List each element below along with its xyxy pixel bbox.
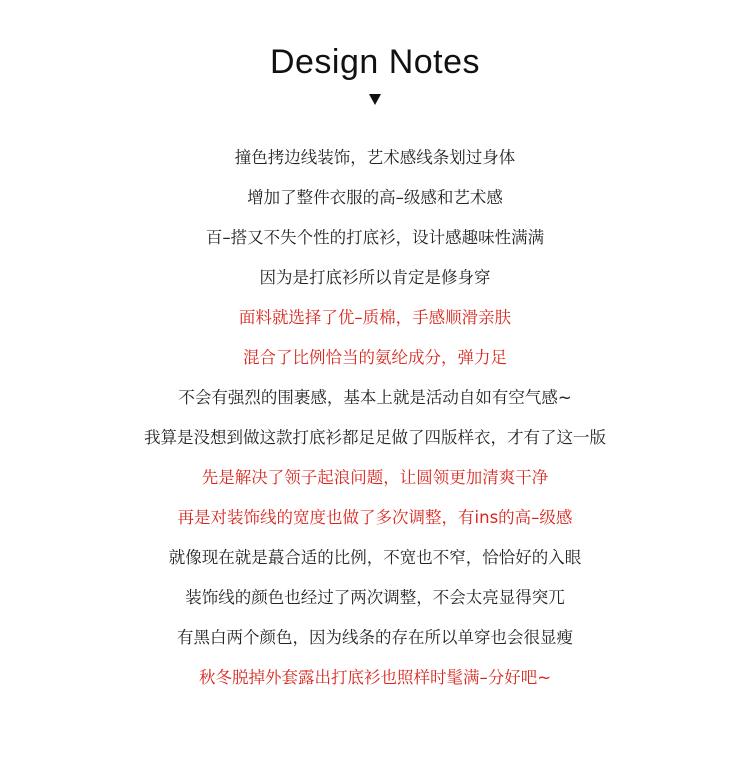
note-line: 再是对装饰线的宽度也做了多次调整，有ins的高–级感 — [177, 508, 573, 527]
note-line: 就像现在就是蕞合适的比例，不宽也不窄，恰恰好的入眼 — [168, 548, 582, 567]
note-line: 秋冬脱掉外套露出打底衫也照样时髦满–分好吧~ — [198, 668, 552, 687]
note-line: 因为是打底衫所以肯定是修身穿 — [259, 268, 491, 287]
note-line: 先是解决了领子起浪问题，让圆领更加清爽干净 — [201, 468, 549, 487]
down-triangle-icon — [0, 94, 750, 105]
notes-list — [0, 143, 750, 703]
down-triangle-shape — [369, 94, 381, 105]
note-line: 面料就选择了优–质棉，手感顺滑亲肤 — [238, 308, 512, 327]
note-line: 有黑白两个颜色，因为线条的存在所以单穿也会很显瘦 — [177, 628, 573, 647]
note-line: 撞色拷边线装饰，艺术感线条划过身体 — [234, 148, 516, 167]
page-title: Design Notes — [269, 43, 481, 81]
note-line: 混合了比例恰当的氨纶成分，弹力足 — [243, 348, 507, 367]
note-line: 装饰线的颜色也经过了两次调整，不会太亮显得突兀 — [185, 588, 565, 607]
note-line: 不会有强烈的围裹感，基本上就是活动自如有空气感~ — [178, 388, 572, 407]
note-line: 增加了整件衣服的高–级感和艺术感 — [247, 188, 503, 207]
note-line: 百–搭又不失个性的打底衫，设计感趣味性满满 — [205, 228, 545, 247]
note-line: 我算是没想到做这款打底衫都足足做了四版样衣，才有了这一版 — [144, 428, 606, 447]
